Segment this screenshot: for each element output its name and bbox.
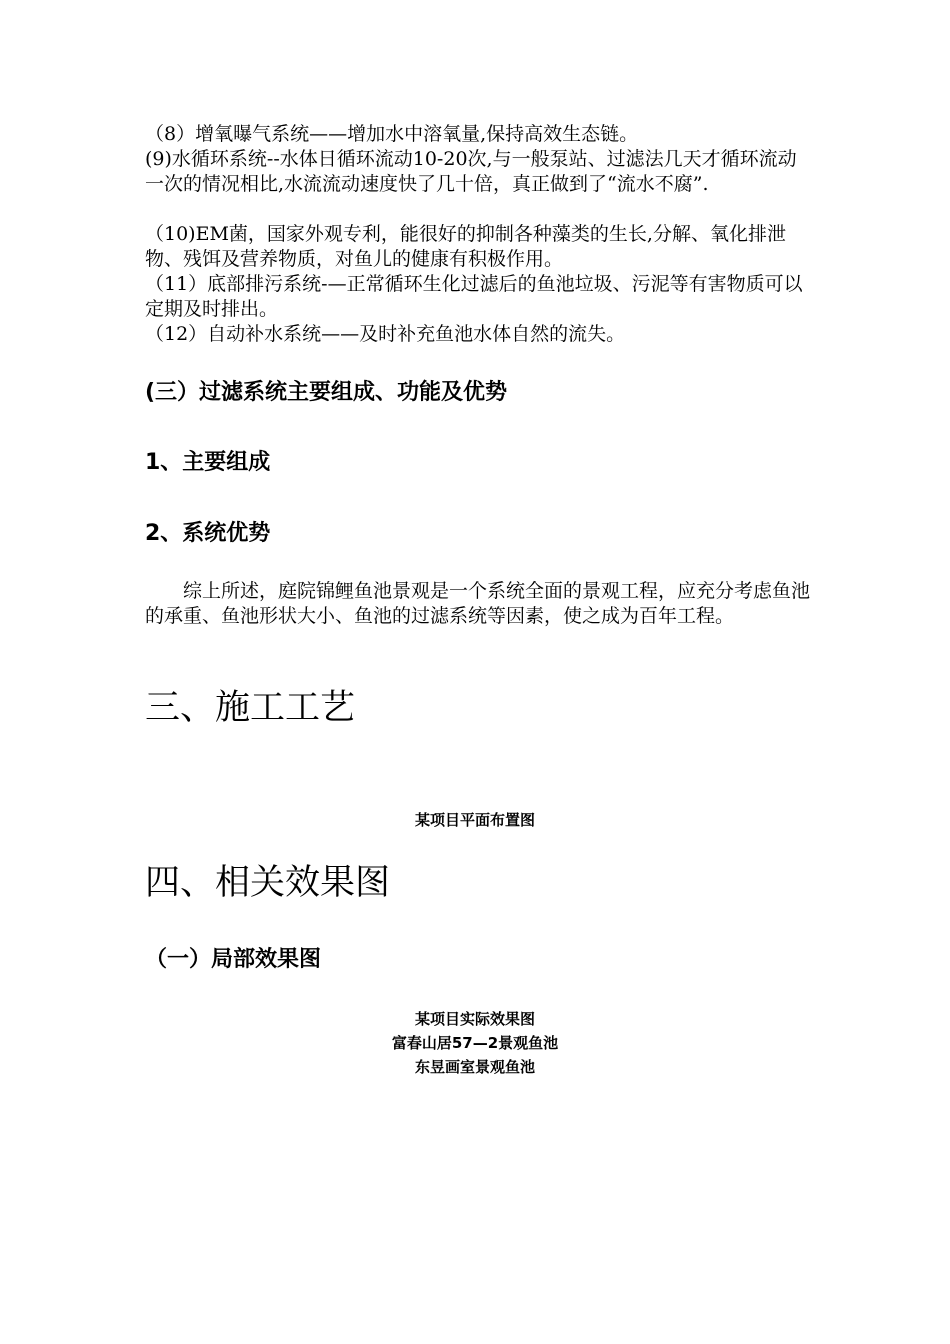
- caption-dongyu-pond: 东昱画室景观鱼池: [414, 1058, 535, 1076]
- system-item-11: （11）底部排污系统-—正常循环生化过滤后的鱼池垃圾、污泥等有害物质可以定期及时排出。: [145, 273, 803, 320]
- caption-plan-layout: 某项目平面布置图: [414, 811, 535, 829]
- system-item-9: (9)水循环系统--水体日循环流动10-20次,与一般泵站、过滤法几天才循环流动一次的情况相比,水流流动速度快了几十倍，真正做到了“流水不腐”.: [145, 148, 797, 195]
- chapter-title-construction: 三、施工工艺: [145, 688, 356, 728]
- summary-paragraph: 综上所述，庭院锦鲤鱼池景观是一个系统全面的景观工程，应充分考虑鱼池的承重、鱼池形状大小、鱼池的过滤系统等因素，使之成为百年工程。: [145, 580, 811, 627]
- system-item-8: （8）增氧曝气系统——增加水中溶氧量,保持高效生态链。: [145, 123, 639, 145]
- subheading-system-advantages: 2、系统优势: [145, 521, 271, 546]
- system-item-10: （10)EM菌，国家外观专利，能很好的抑制各种藻类的生长,分解、氧化排泄物、残饵及营养物质，对鱼儿的健康有积极作用。: [145, 223, 786, 270]
- chapter-title-renderings: 四、相关效果图: [145, 863, 391, 903]
- caption-fuchun-pond: 富春山居57—2景观鱼池: [391, 1034, 559, 1052]
- system-item-12: （12）自动补水系统——及时补充鱼池水体自然的流失。: [145, 323, 626, 345]
- caption-actual-effect: 某项目实际效果图: [414, 1010, 535, 1028]
- subheading-main-components: 1、主要组成: [145, 450, 271, 475]
- subheading-local-renderings: （一）局部效果图: [145, 947, 322, 972]
- section-heading-filter-system: (三）过滤系统主要组成、功能及优势: [145, 380, 508, 405]
